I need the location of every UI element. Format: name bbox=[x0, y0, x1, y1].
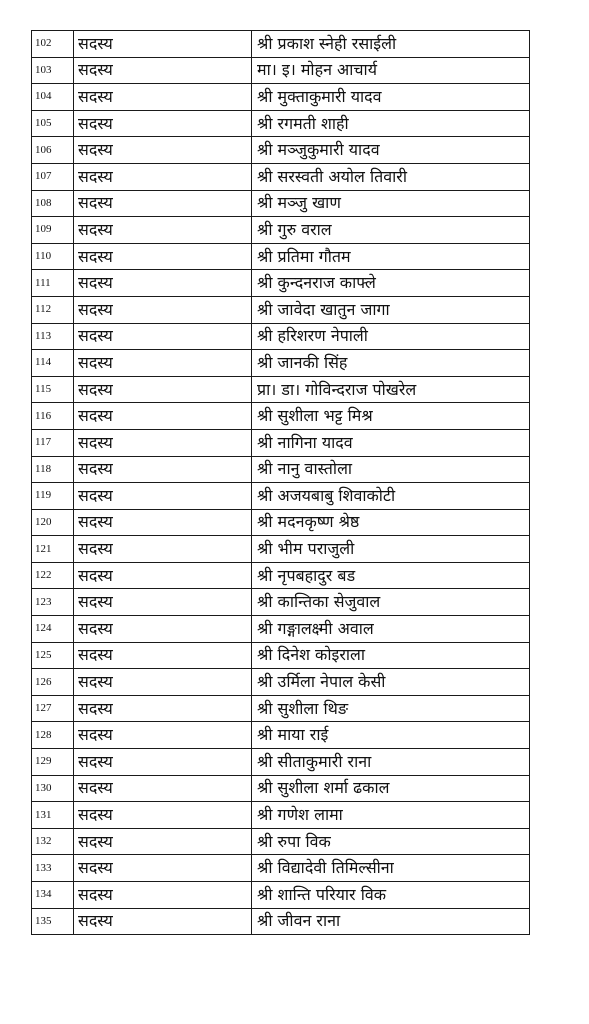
role-cell: सदस्य bbox=[74, 509, 252, 536]
serial-number-cell: 120 bbox=[32, 509, 74, 536]
role-cell: सदस्य bbox=[74, 137, 252, 164]
serial-number-cell: 111 bbox=[32, 270, 74, 297]
role-cell: सदस्य bbox=[74, 695, 252, 722]
member-name-cell: मा। इ। मोहन आचार्य bbox=[252, 57, 530, 84]
serial-number-cell: 127 bbox=[32, 695, 74, 722]
serial-number-cell: 135 bbox=[32, 908, 74, 935]
table-row bbox=[32, 722, 530, 749]
table-row bbox=[32, 562, 530, 589]
member-name-cell: श्री नागिना यादव bbox=[252, 429, 530, 456]
table-row bbox=[32, 802, 530, 829]
role-cell: सदस्य bbox=[74, 217, 252, 244]
role-cell: सदस्य bbox=[74, 775, 252, 802]
member-name-cell: श्री जानकी सिंह bbox=[252, 350, 530, 377]
role-cell: सदस्य bbox=[74, 190, 252, 217]
member-name-cell: श्री उर्मिला नेपाल केसी bbox=[252, 669, 530, 696]
table-row bbox=[32, 296, 530, 323]
member-name-cell: श्री माया राई bbox=[252, 722, 530, 749]
serial-number-cell: 121 bbox=[32, 536, 74, 563]
member-name-cell: श्री सरस्वती अयोल तिवारी bbox=[252, 163, 530, 190]
serial-number-cell: 108 bbox=[32, 190, 74, 217]
role-cell: सदस्य bbox=[74, 802, 252, 829]
serial-number-cell: 133 bbox=[32, 855, 74, 882]
role-cell: सदस्य bbox=[74, 376, 252, 403]
serial-number-cell: 114 bbox=[32, 350, 74, 377]
table-row bbox=[32, 163, 530, 190]
table-row bbox=[32, 855, 530, 882]
serial-number-cell: 130 bbox=[32, 775, 74, 802]
serial-number-cell: 124 bbox=[32, 616, 74, 643]
member-table bbox=[31, 30, 530, 935]
serial-number-cell: 106 bbox=[32, 137, 74, 164]
serial-number-cell: 110 bbox=[32, 243, 74, 270]
role-cell: सदस्य bbox=[74, 110, 252, 137]
table-row bbox=[32, 429, 530, 456]
serial-number-cell: 102 bbox=[32, 31, 74, 58]
role-cell: सदस्य bbox=[74, 350, 252, 377]
role-cell: सदस्य bbox=[74, 616, 252, 643]
role-cell: सदस्य bbox=[74, 908, 252, 935]
serial-number-cell: 132 bbox=[32, 828, 74, 855]
role-cell: सदस्य bbox=[74, 828, 252, 855]
role-cell: सदस्य bbox=[74, 296, 252, 323]
table-row bbox=[32, 616, 530, 643]
table-row bbox=[32, 536, 530, 563]
serial-number-cell: 126 bbox=[32, 669, 74, 696]
serial-number-cell: 107 bbox=[32, 163, 74, 190]
member-name-cell: श्री रगमती शाही bbox=[252, 110, 530, 137]
member-name-cell: श्री मदनकृष्ण श्रेष्ठ bbox=[252, 509, 530, 536]
serial-number-cell: 115 bbox=[32, 376, 74, 403]
table-row bbox=[32, 882, 530, 909]
table-row bbox=[32, 137, 530, 164]
table-row bbox=[32, 642, 530, 669]
role-cell: सदस्य bbox=[74, 243, 252, 270]
serial-number-cell: 117 bbox=[32, 429, 74, 456]
role-cell: सदस्य bbox=[74, 562, 252, 589]
role-cell: सदस्य bbox=[74, 84, 252, 111]
table-row bbox=[32, 84, 530, 111]
serial-number-cell: 119 bbox=[32, 483, 74, 510]
role-cell: सदस्य bbox=[74, 589, 252, 616]
member-name-cell: श्री कान्तिका सेजुवाल bbox=[252, 589, 530, 616]
role-cell: सदस्य bbox=[74, 722, 252, 749]
serial-number-cell: 125 bbox=[32, 642, 74, 669]
role-cell: सदस्य bbox=[74, 536, 252, 563]
member-name-cell: श्री शान्ति परियार विक bbox=[252, 882, 530, 909]
role-cell: सदस्य bbox=[74, 749, 252, 776]
serial-number-cell: 113 bbox=[32, 323, 74, 350]
table-row bbox=[32, 828, 530, 855]
table-row bbox=[32, 908, 530, 935]
role-cell: सदस्य bbox=[74, 163, 252, 190]
table-row bbox=[32, 270, 530, 297]
table-row bbox=[32, 323, 530, 350]
member-name-cell: श्री रुपा विक bbox=[252, 828, 530, 855]
table-row bbox=[32, 483, 530, 510]
role-cell: सदस्य bbox=[74, 270, 252, 297]
role-cell: सदस्य bbox=[74, 403, 252, 430]
serial-number-cell: 128 bbox=[32, 722, 74, 749]
role-cell: सदस्य bbox=[74, 429, 252, 456]
member-name-cell: श्री जावेदा खातुन जागा bbox=[252, 296, 530, 323]
serial-number-cell: 105 bbox=[32, 110, 74, 137]
role-cell: सदस्य bbox=[74, 57, 252, 84]
member-name-cell: श्री नानु वास्तोला bbox=[252, 456, 530, 483]
member-name-cell: श्री सुशीला थिङ bbox=[252, 695, 530, 722]
table-row bbox=[32, 110, 530, 137]
table-row bbox=[32, 403, 530, 430]
member-name-cell: श्री जीवन राना bbox=[252, 908, 530, 935]
role-cell: सदस्य bbox=[74, 483, 252, 510]
table-row bbox=[32, 350, 530, 377]
table-row bbox=[32, 589, 530, 616]
member-name-cell: श्री सुशीला भट्ट मिश्र bbox=[252, 403, 530, 430]
member-name-cell: श्री गङ्गालक्ष्मी अवाल bbox=[252, 616, 530, 643]
table-row bbox=[32, 509, 530, 536]
serial-number-cell: 129 bbox=[32, 749, 74, 776]
role-cell: सदस्य bbox=[74, 669, 252, 696]
member-name-cell: श्री मञ्जु खाण bbox=[252, 190, 530, 217]
member-name-cell: श्री प्रकाश स्नेही रसाईली bbox=[252, 31, 530, 58]
table-row bbox=[32, 376, 530, 403]
table-row bbox=[32, 695, 530, 722]
table-row bbox=[32, 669, 530, 696]
member-name-cell: श्री कुन्दनराज काफ्ले bbox=[252, 270, 530, 297]
member-name-cell: श्री हरिशरण नेपाली bbox=[252, 323, 530, 350]
member-name-cell: श्री गणेश लामा bbox=[252, 802, 530, 829]
member-table-body bbox=[32, 31, 530, 935]
member-name-cell: श्री दिनेश कोइराला bbox=[252, 642, 530, 669]
member-name-cell: श्री विद्यादेवी तिमिल्सीना bbox=[252, 855, 530, 882]
serial-number-cell: 118 bbox=[32, 456, 74, 483]
member-name-cell: प्रा। डा। गोविन्दराज पोखरेल bbox=[252, 376, 530, 403]
role-cell: सदस्य bbox=[74, 456, 252, 483]
member-name-cell: श्री सीताकुमारी राना bbox=[252, 749, 530, 776]
serial-number-cell: 103 bbox=[32, 57, 74, 84]
serial-number-cell: 123 bbox=[32, 589, 74, 616]
role-cell: सदस्य bbox=[74, 642, 252, 669]
table-row bbox=[32, 749, 530, 776]
serial-number-cell: 109 bbox=[32, 217, 74, 244]
member-name-cell: श्री अजयबाबु शिवाकोटी bbox=[252, 483, 530, 510]
table-row bbox=[32, 190, 530, 217]
serial-number-cell: 104 bbox=[32, 84, 74, 111]
member-name-cell: श्री प्रतिमा गौतम bbox=[252, 243, 530, 270]
table-row bbox=[32, 775, 530, 802]
table-row bbox=[32, 217, 530, 244]
member-name-cell: श्री मञ्जुकुमारी यादव bbox=[252, 137, 530, 164]
table-row bbox=[32, 31, 530, 58]
member-name-cell: श्री गुरु वराल bbox=[252, 217, 530, 244]
serial-number-cell: 116 bbox=[32, 403, 74, 430]
serial-number-cell: 131 bbox=[32, 802, 74, 829]
member-name-cell: श्री मुक्ताकुमारी यादव bbox=[252, 84, 530, 111]
table-row bbox=[32, 456, 530, 483]
table-row bbox=[32, 57, 530, 84]
role-cell: सदस्य bbox=[74, 882, 252, 909]
member-name-cell: श्री नृपबहादुर बड bbox=[252, 562, 530, 589]
serial-number-cell: 112 bbox=[32, 296, 74, 323]
serial-number-cell: 134 bbox=[32, 882, 74, 909]
member-name-cell: श्री सुशीला शर्मा ढकाल bbox=[252, 775, 530, 802]
serial-number-cell: 122 bbox=[32, 562, 74, 589]
role-cell: सदस्य bbox=[74, 31, 252, 58]
member-name-cell: श्री भीम पराजुली bbox=[252, 536, 530, 563]
role-cell: सदस्य bbox=[74, 855, 252, 882]
table-row bbox=[32, 243, 530, 270]
role-cell: सदस्य bbox=[74, 323, 252, 350]
